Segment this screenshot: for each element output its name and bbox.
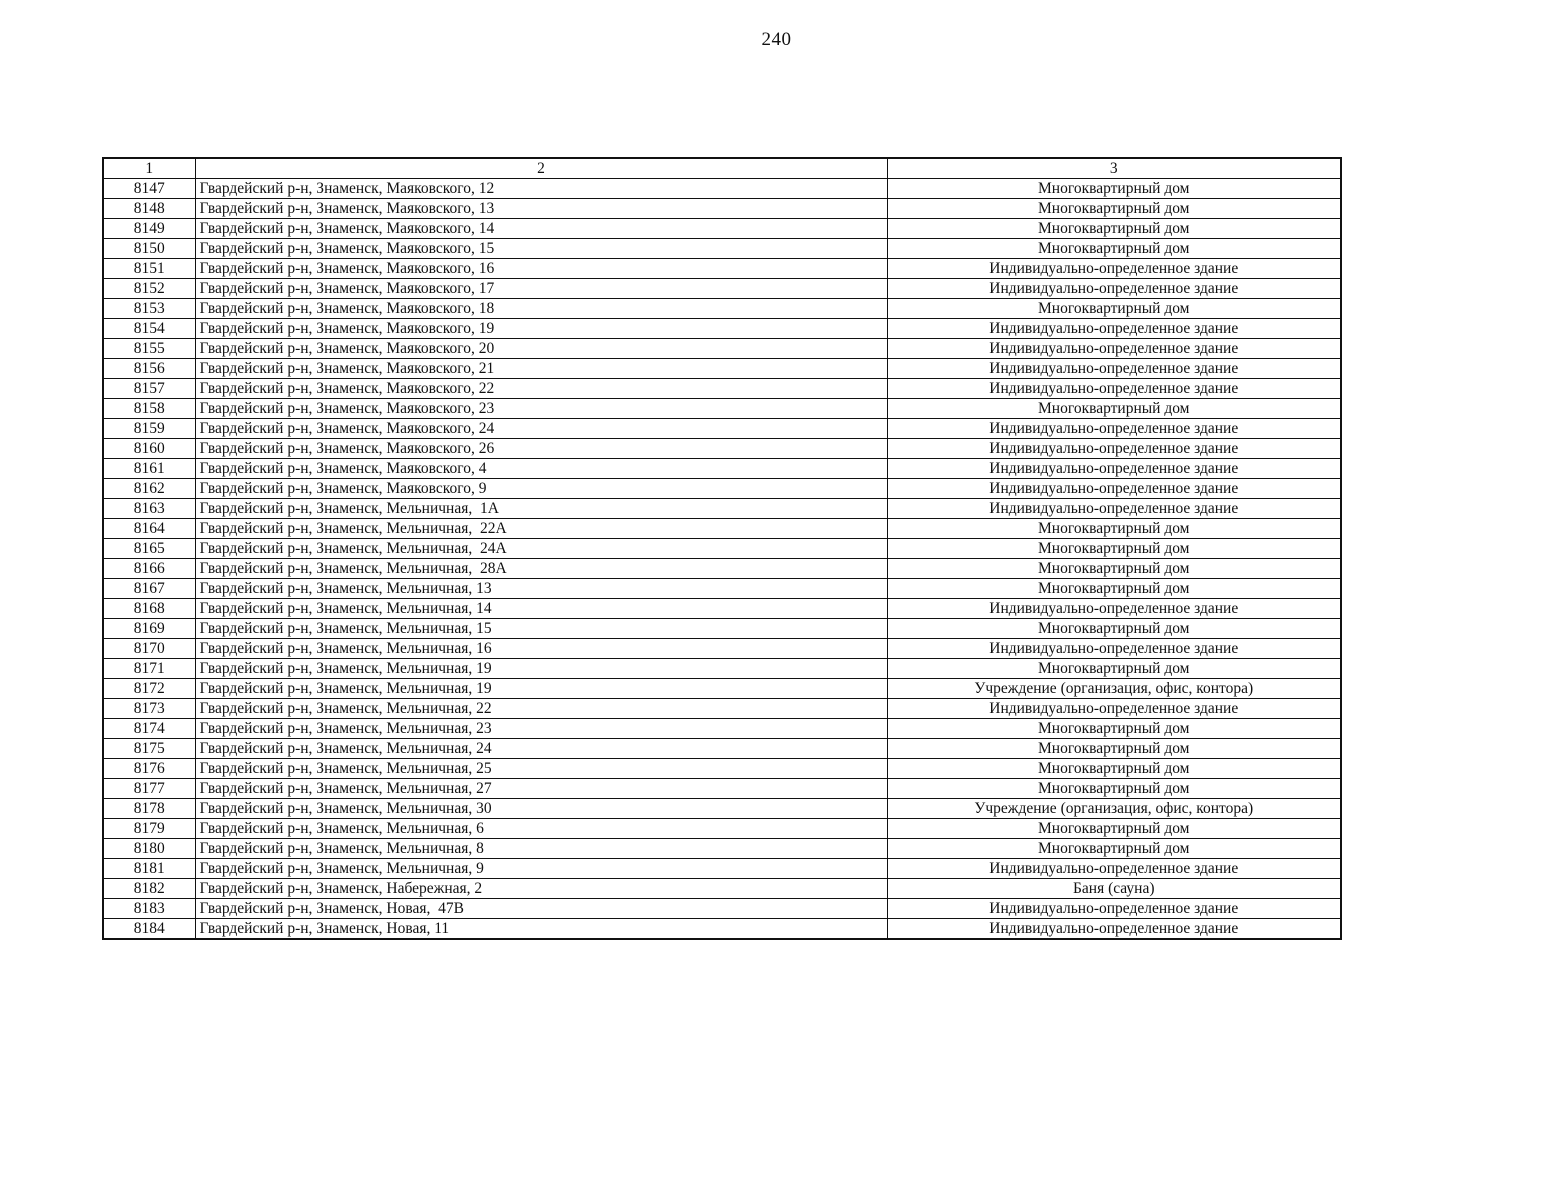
row-object-type-cell: Индивидуально-определенное здание [887, 379, 1341, 399]
registry-table [102, 157, 1342, 940]
row-object-type-cell: Индивидуально-определенное здание [887, 419, 1341, 439]
table-row [103, 479, 1341, 499]
row-object-type-cell: Многоквартирный дом [887, 839, 1341, 859]
row-number-cell: 8171 [103, 659, 195, 679]
row-number-cell: 8162 [103, 479, 195, 499]
row-object-type-cell: Многоквартирный дом [887, 219, 1341, 239]
row-object-type-cell: Индивидуально-определенное здание [887, 699, 1341, 719]
row-number-cell: 8184 [103, 919, 195, 940]
row-object-type-cell: Многоквартирный дом [887, 179, 1341, 199]
row-number-cell: 8173 [103, 699, 195, 719]
table-row [103, 399, 1341, 419]
row-address-cell: Гвардейский р-н, Знаменск, Маяковского, 14 [195, 219, 887, 239]
row-address-cell: Гвардейский р-н, Знаменск, Мельничная, 14 [195, 599, 887, 619]
row-address-cell: Гвардейский р-н, Знаменск, Мельничная, 22 [195, 699, 887, 719]
row-number-cell: 8182 [103, 879, 195, 899]
table-row [103, 259, 1341, 279]
row-object-type-cell: Индивидуально-определенное здание [887, 359, 1341, 379]
row-address-cell: Гвардейский р-н, Знаменск, Маяковского, 20 [195, 339, 887, 359]
row-address-cell: Гвардейский р-н, Знаменск, Мельничная, 8 [195, 839, 887, 859]
row-object-type-cell: Индивидуально-определенное здание [887, 279, 1341, 299]
row-address-cell: Гвардейский р-н, Знаменск, Маяковского, 15 [195, 239, 887, 259]
row-object-type-cell: Многоквартирный дом [887, 299, 1341, 319]
page-number: 240 [761, 29, 792, 50]
table-row [103, 739, 1341, 759]
row-number-cell: 8159 [103, 419, 195, 439]
row-object-type-cell: Многоквартирный дом [887, 739, 1341, 759]
table-row [103, 719, 1341, 739]
row-address-cell: Гвардейский р-н, Знаменск, Маяковского, 12 [195, 179, 887, 199]
row-address-cell: Гвардейский р-н, Знаменск, Маяковского, 9 [195, 479, 887, 499]
table-row [103, 459, 1341, 479]
row-address-cell: Гвардейский р-н, Знаменск, Мельничная, 6 [195, 819, 887, 839]
row-address-cell: Гвардейский р-н, Знаменск, Мельничная, 24А [195, 539, 887, 559]
table-row [103, 359, 1341, 379]
table-row [103, 319, 1341, 339]
row-number-cell: 8170 [103, 639, 195, 659]
column-header-number: 1 [103, 158, 195, 179]
table-row [103, 819, 1341, 839]
row-number-cell: 8151 [103, 259, 195, 279]
table-row [103, 339, 1341, 359]
row-address-cell: Гвардейский р-н, Знаменск, Мельничная, 9 [195, 859, 887, 879]
row-address-cell: Гвардейский р-н, Знаменск, Мельничная, 19 [195, 679, 887, 699]
row-address-cell: Гвардейский р-н, Знаменск, Маяковского, 4 [195, 459, 887, 479]
row-address-cell: Гвардейский р-н, Знаменск, Маяковского, 18 [195, 299, 887, 319]
row-number-cell: 8181 [103, 859, 195, 879]
row-object-type-cell: Баня (сауна) [887, 879, 1341, 899]
row-object-type-cell: Индивидуально-определенное здание [887, 479, 1341, 499]
row-object-type-cell: Учреждение (организация, офис, контора) [887, 799, 1341, 819]
table-row [103, 919, 1341, 940]
row-number-cell: 8169 [103, 619, 195, 639]
row-address-cell: Гвардейский р-н, Знаменск, Новая, 11 [195, 919, 887, 940]
row-number-cell: 8166 [103, 559, 195, 579]
row-number-cell: 8183 [103, 899, 195, 919]
row-number-cell: 8156 [103, 359, 195, 379]
row-address-cell: Гвардейский р-н, Знаменск, Мельничная, 16 [195, 639, 887, 659]
table-row [103, 539, 1341, 559]
row-address-cell: Гвардейский р-н, Знаменск, Маяковского, 26 [195, 439, 887, 459]
row-number-cell: 8157 [103, 379, 195, 399]
row-number-cell: 8168 [103, 599, 195, 619]
table-row [103, 699, 1341, 719]
row-object-type-cell: Многоквартирный дом [887, 619, 1341, 639]
row-address-cell: Гвардейский р-н, Знаменск, Маяковского, 13 [195, 199, 887, 219]
table-row [103, 599, 1341, 619]
table-row [103, 379, 1341, 399]
row-address-cell: Гвардейский р-н, Знаменск, Новая, 47В [195, 899, 887, 919]
row-address-cell: Гвардейский р-н, Знаменск, Маяковского, 24 [195, 419, 887, 439]
column-header-address: 2 [195, 158, 887, 179]
row-number-cell: 8175 [103, 739, 195, 759]
row-address-cell: Гвардейский р-н, Знаменск, Мельничная, 1А [195, 499, 887, 519]
row-address-cell: Гвардейский р-н, Знаменск, Набережная, 2 [195, 879, 887, 899]
row-address-cell: Гвардейский р-н, Знаменск, Маяковского, 23 [195, 399, 887, 419]
row-number-cell: 8178 [103, 799, 195, 819]
row-object-type-cell: Многоквартирный дом [887, 539, 1341, 559]
row-address-cell: Гвардейский р-н, Знаменск, Мельничная, 19 [195, 659, 887, 679]
row-number-cell: 8158 [103, 399, 195, 419]
row-number-cell: 8165 [103, 539, 195, 559]
row-number-cell: 8148 [103, 199, 195, 219]
row-number-cell: 8152 [103, 279, 195, 299]
row-object-type-cell: Индивидуально-определенное здание [887, 919, 1341, 940]
table-row [103, 219, 1341, 239]
table-row [103, 519, 1341, 539]
row-number-cell: 8160 [103, 439, 195, 459]
table-row [103, 839, 1341, 859]
row-number-cell: 8180 [103, 839, 195, 859]
table-row [103, 499, 1341, 519]
row-address-cell: Гвардейский р-н, Знаменск, Мельничная, 23 [195, 719, 887, 739]
row-number-cell: 8177 [103, 779, 195, 799]
table-row [103, 899, 1341, 919]
row-address-cell: Гвардейский р-н, Знаменск, Маяковского, 17 [195, 279, 887, 299]
row-address-cell: Гвардейский р-н, Знаменск, Маяковского, 21 [195, 359, 887, 379]
row-object-type-cell: Учреждение (организация, офис, контора) [887, 679, 1341, 699]
table-row [103, 239, 1341, 259]
table-row [103, 279, 1341, 299]
row-object-type-cell: Индивидуально-определенное здание [887, 319, 1341, 339]
row-number-cell: 8147 [103, 179, 195, 199]
row-address-cell: Гвардейский р-н, Знаменск, Мельничная, 24 [195, 739, 887, 759]
row-address-cell: Гвардейский р-н, Знаменск, Мельничная, 27 [195, 779, 887, 799]
row-number-cell: 8150 [103, 239, 195, 259]
row-object-type-cell: Многоквартирный дом [887, 579, 1341, 599]
table-row [103, 779, 1341, 799]
row-number-cell: 8163 [103, 499, 195, 519]
column-header-type: 3 [887, 158, 1341, 179]
row-object-type-cell: Многоквартирный дом [887, 719, 1341, 739]
table-row [103, 199, 1341, 219]
row-object-type-cell: Индивидуально-определенное здание [887, 899, 1341, 919]
row-number-cell: 8164 [103, 519, 195, 539]
table-row [103, 659, 1341, 679]
row-number-cell: 8155 [103, 339, 195, 359]
row-address-cell: Гвардейский р-н, Знаменск, Мельничная, 22А [195, 519, 887, 539]
row-object-type-cell: Многоквартирный дом [887, 759, 1341, 779]
table-row [103, 439, 1341, 459]
row-object-type-cell: Многоквартирный дом [887, 559, 1341, 579]
table-row [103, 799, 1341, 819]
table-row [103, 619, 1341, 639]
row-object-type-cell: Индивидуально-определенное здание [887, 459, 1341, 479]
row-address-cell: Гвардейский р-н, Знаменск, Мельничная, 15 [195, 619, 887, 639]
row-address-cell: Гвардейский р-н, Знаменск, Мельничная, 30 [195, 799, 887, 819]
row-object-type-cell: Многоквартирный дом [887, 819, 1341, 839]
row-object-type-cell: Многоквартирный дом [887, 779, 1341, 799]
row-object-type-cell: Индивидуально-определенное здание [887, 639, 1341, 659]
row-object-type-cell: Многоквартирный дом [887, 399, 1341, 419]
row-object-type-cell: Индивидуально-определенное здание [887, 439, 1341, 459]
row-object-type-cell: Многоквартирный дом [887, 519, 1341, 539]
row-number-cell: 8172 [103, 679, 195, 699]
row-address-cell: Гвардейский р-н, Знаменск, Маяковского, 22 [195, 379, 887, 399]
table-row [103, 859, 1341, 879]
row-object-type-cell: Многоквартирный дом [887, 239, 1341, 259]
row-number-cell: 8174 [103, 719, 195, 739]
table-row [103, 179, 1341, 199]
table-row [103, 419, 1341, 439]
row-address-cell: Гвардейский р-н, Знаменск, Мельничная, 25 [195, 759, 887, 779]
row-number-cell: 8176 [103, 759, 195, 779]
row-object-type-cell: Индивидуально-определенное здание [887, 259, 1341, 279]
table-row [103, 759, 1341, 779]
row-address-cell: Гвардейский р-н, Знаменск, Маяковского, 16 [195, 259, 887, 279]
row-number-cell: 8179 [103, 819, 195, 839]
table-row [103, 639, 1341, 659]
row-object-type-cell: Индивидуально-определенное здание [887, 339, 1341, 359]
row-number-cell: 8154 [103, 319, 195, 339]
row-number-cell: 8161 [103, 459, 195, 479]
row-address-cell: Гвардейский р-н, Знаменск, Мельничная, 13 [195, 579, 887, 599]
table-row [103, 879, 1341, 899]
table-row [103, 679, 1341, 699]
table-header-row [103, 158, 1341, 179]
row-object-type-cell: Индивидуально-определенное здание [887, 599, 1341, 619]
row-number-cell: 8149 [103, 219, 195, 239]
row-object-type-cell: Многоквартирный дом [887, 199, 1341, 219]
row-object-type-cell: Индивидуально-определенное здание [887, 859, 1341, 879]
row-object-type-cell: Многоквартирный дом [887, 659, 1341, 679]
table-row [103, 579, 1341, 599]
row-object-type-cell: Индивидуально-определенное здание [887, 499, 1341, 519]
row-number-cell: 8167 [103, 579, 195, 599]
row-number-cell: 8153 [103, 299, 195, 319]
registry-table-body [103, 158, 1341, 939]
table-row [103, 559, 1341, 579]
table-row [103, 299, 1341, 319]
row-address-cell: Гвардейский р-н, Знаменск, Мельничная, 28А [195, 559, 887, 579]
row-address-cell: Гвардейский р-н, Знаменск, Маяковского, 19 [195, 319, 887, 339]
